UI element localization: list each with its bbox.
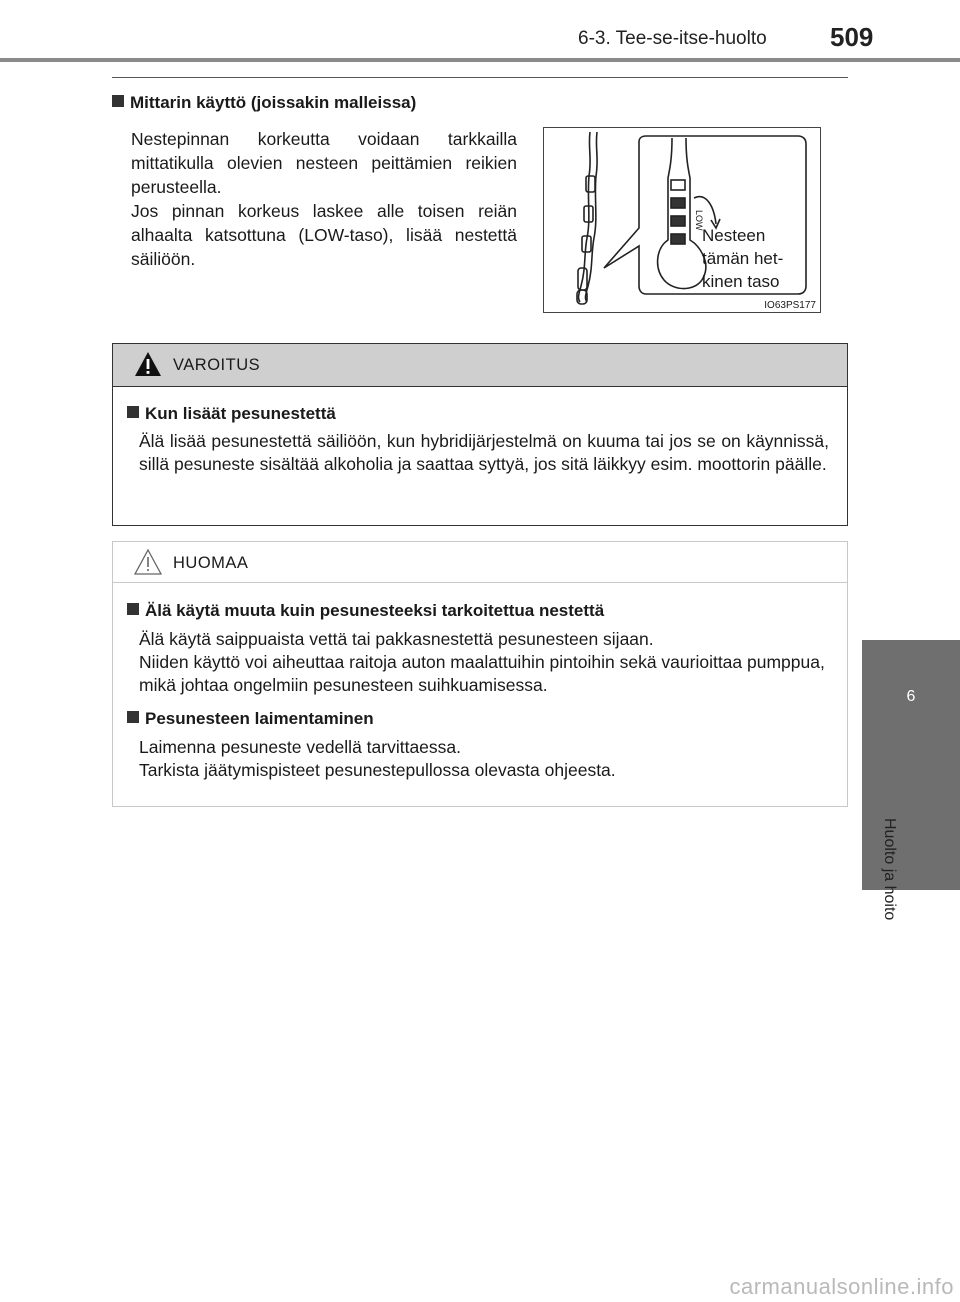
section-heading-text: Mittarin käyttö (joissakin malleissa) [130, 93, 417, 112]
dipstick-figure [543, 127, 821, 313]
square-bullet-icon [127, 603, 139, 615]
notice-item-heading-text: Älä käytä muuta kuin pesunesteeksi tarkoitettua nestettä [145, 601, 605, 620]
notice-item-text [139, 628, 829, 697]
warning-title: VAROITUS [173, 356, 261, 374]
callout-line: Nesteen [702, 226, 766, 245]
warning-text: Älä lisää pesunestettä säiliöön, kun hybridijärjestelmä on kuuma tai jos se on käynnissä, sillä pesuneste sisältää alkoholia ja saattaa syttyä, jos sitä läikkyy esim. moottorin päälle. [139, 431, 829, 474]
notice-bar [113, 542, 847, 583]
callout-line: kinen taso [702, 272, 780, 291]
warning-triangle-icon [133, 350, 163, 378]
section-heading [112, 93, 416, 113]
section-paragraph [131, 127, 517, 271]
notice-item-text [139, 736, 829, 782]
chapter-title: Huolto ja hoito [881, 818, 898, 921]
square-bullet-icon [127, 711, 139, 723]
notice-item-heading-text: Pesunesteen laimentaminen [145, 709, 374, 728]
notice-box [112, 541, 848, 807]
chapter-number: 6 [906, 688, 916, 705]
notice-line: Niiden käyttö voi aiheuttaa raitoja auton maalattuihin pintoihin sekä vaurioittaa pumppua, mikä johtaa ongelmiin pesunesteen suihkuamisessa. [139, 652, 825, 695]
header-rule [0, 58, 960, 62]
section-title: 6-3. Tee-se-itse-huolto [578, 28, 767, 49]
figure-code: IO63PS177 [764, 300, 816, 311]
warning-heading [127, 404, 336, 424]
notice-line: Tarkista jäätymispisteet pesunestepullossa olevasta ohjeesta. [139, 760, 616, 780]
warning-box [112, 343, 848, 526]
notice-item-heading [127, 709, 374, 729]
square-bullet-icon [112, 95, 124, 107]
paragraph-line: Nestepinnan korkeutta voidaan tarkkailla mittatikulla olevien nesteen peittämien reikien perusteella. [131, 129, 517, 197]
warning-bar [113, 344, 847, 387]
level-callout [702, 224, 783, 293]
callout-line: tämän het- [702, 249, 784, 268]
caution-triangle-icon [133, 548, 163, 576]
chapter-tab[interactable] [862, 640, 960, 890]
notice-item-heading [127, 601, 604, 621]
warning-heading-text: Kun lisäät pesunestettä [145, 404, 336, 423]
low-mark-label: LOW [694, 210, 704, 231]
watermark: carmanualsonline.info [729, 1274, 954, 1299]
notice-title: HUOMAA [173, 554, 249, 572]
page-number: 509 [830, 22, 874, 52]
notice-line: Älä käytä saippuaista vettä tai pakkasnestettä pesunesteen sijaan. [139, 629, 654, 649]
content-top-rule [112, 77, 848, 78]
notice-line: Laimenna pesuneste vedellä tarvittaessa. [139, 737, 462, 757]
square-bullet-icon [127, 406, 139, 418]
paragraph-line: Jos pinnan korkeus laskee alle toisen reiän alhaalta katsottuna (LOW-taso), lisää nestettä säiliöön. [131, 201, 517, 269]
